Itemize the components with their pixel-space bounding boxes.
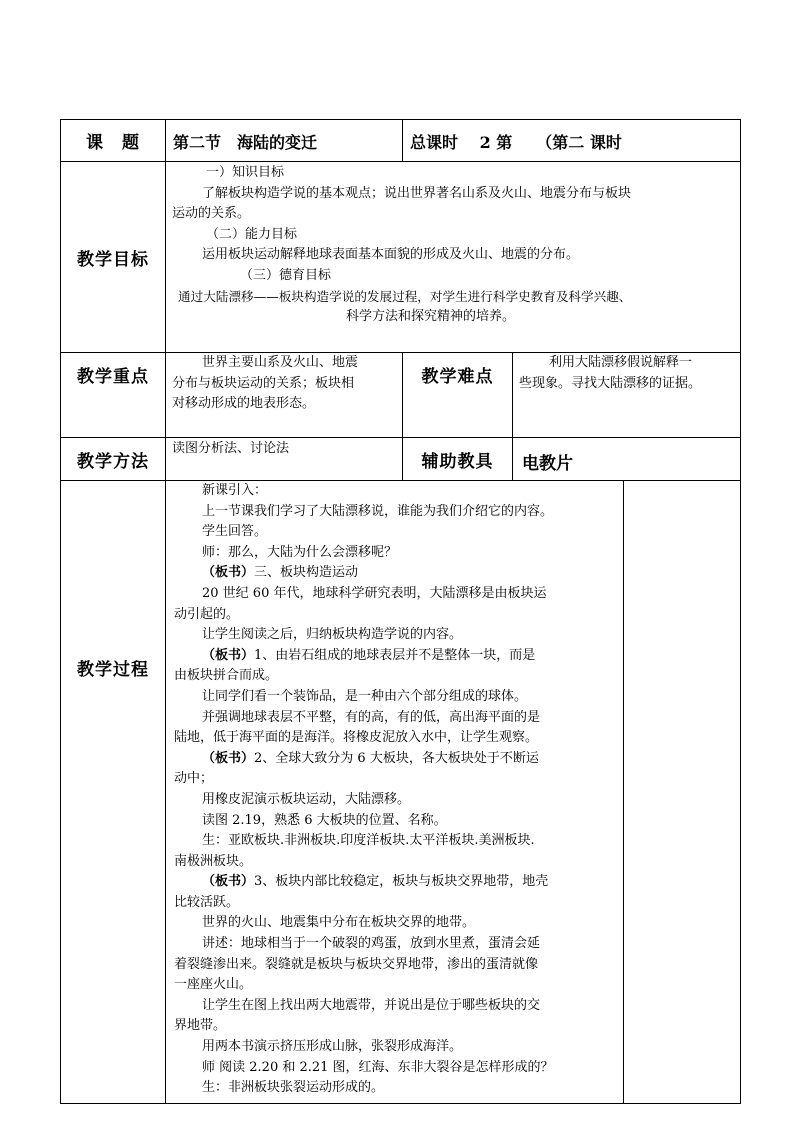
process-line-text: 1、由岩石组成的地球表层并不是整体一块，而是 bbox=[254, 647, 536, 663]
process-line-text: 让学生在图上找出两大地震带，并说出是位于哪些板块的交 bbox=[202, 997, 541, 1013]
process-line-text: 读图 2.19，熟悉 6 大板块的位置、名称。 bbox=[202, 812, 447, 828]
process-line-text: 世界的火山、地震集中分布在板块交界的地带。 bbox=[202, 915, 476, 931]
process-line bbox=[166, 522, 623, 543]
process-line-text: 并强调地球表层不平整，有的高，有的低，高出海平面的是 bbox=[202, 709, 541, 725]
process-line bbox=[166, 893, 623, 914]
board-note-tag: （板书） bbox=[202, 647, 255, 663]
process-line-text: 动中； bbox=[174, 771, 214, 787]
process-line-text: 三、板块构造运动 bbox=[254, 565, 359, 581]
process-line bbox=[166, 749, 623, 770]
process-line-text: 一座座火山。 bbox=[174, 977, 253, 993]
process-line bbox=[166, 666, 623, 687]
process-notes-divider bbox=[623, 480, 624, 1104]
process-line bbox=[166, 502, 623, 523]
process-line bbox=[166, 605, 623, 626]
method-label: 教学方法 bbox=[77, 451, 149, 472]
process-line-text: 南极洲板块。 bbox=[174, 853, 253, 869]
process-line bbox=[166, 687, 623, 708]
process-line bbox=[166, 934, 623, 955]
process-line-text: 上一节课我们学习了大陆漂移说，谁能为我们介绍它的内容。 bbox=[202, 503, 554, 519]
process-line bbox=[166, 811, 623, 832]
process-line bbox=[166, 543, 623, 564]
key-points-content bbox=[166, 353, 402, 415]
key-points-line: 对移动形成的地表形态。 bbox=[172, 396, 316, 412]
process-line-text: 让同学们看一个装饰品，是一种由六个部分组成的球体。 bbox=[202, 688, 528, 704]
process-line-text: 让学生阅读之后，归纳板块构造学说的内容。 bbox=[202, 627, 463, 643]
process-line bbox=[166, 728, 623, 749]
goals-line: 了解板块构造学说的基本观点；说出世界著名山系及火山、地震分布与板块 bbox=[202, 185, 632, 201]
board-note-tag: （板书） bbox=[202, 874, 255, 890]
process-line bbox=[166, 831, 623, 852]
process-line bbox=[166, 1078, 623, 1099]
aids-value: 电教片 bbox=[522, 454, 573, 474]
process-line-text: 用两本书演示挤压形成山脉，张裂形成海洋。 bbox=[202, 1039, 463, 1055]
goals-line: 一）知识目标 bbox=[206, 165, 285, 180]
process-line bbox=[166, 975, 623, 996]
goals-line: 通过大陆漂移——板块构造学说的发展过程，对学生进行科学史教育及科学兴趣、 bbox=[178, 288, 632, 304]
table-border-bottom bbox=[60, 1103, 741, 1104]
key-points-line: 分布与板块运动的关系；板块相 bbox=[172, 375, 355, 391]
process-line bbox=[166, 769, 623, 790]
process-label: 教学过程 bbox=[77, 659, 149, 680]
process-line bbox=[166, 955, 623, 976]
process-line bbox=[166, 852, 623, 873]
difficulty-content bbox=[513, 353, 740, 394]
subject-label: 课 题 bbox=[86, 133, 140, 153]
difficulty-line: 些现象。寻找大陆漂移的证据。 bbox=[519, 375, 702, 391]
process-line bbox=[166, 1058, 623, 1079]
process-line-text: 生：非洲板块张裂运动形成的。 bbox=[202, 1080, 385, 1096]
board-note-tag: （板书） bbox=[202, 565, 255, 581]
goals-line: 科学方法和探究精神的培养。 bbox=[346, 309, 516, 325]
process-line bbox=[166, 481, 623, 502]
process-line bbox=[166, 1016, 623, 1037]
process-line bbox=[166, 646, 623, 667]
process-line-text: 生：亚欧板块.非洲板块.印度洋板块.太平洋板块.美洲板块. bbox=[202, 833, 535, 849]
process-line-text: 讲述：地球相当于一个破裂的鸡蛋，放到水里煮，蛋清会延 bbox=[202, 936, 541, 952]
method-value: 读图分析法、讨论法 bbox=[172, 441, 290, 456]
process-line-text: 陆地，低于海平面的是海洋。将橡皮泥放入水中，让学生观察。 bbox=[174, 730, 539, 746]
process-line-text: 师 阅读 2.20 和 2.21 图，红海、东非大裂谷是怎样形成的？ bbox=[202, 1059, 554, 1075]
process-line bbox=[166, 872, 623, 893]
process-line-text: 学生回答。 bbox=[202, 524, 268, 540]
header-mid-divider bbox=[402, 119, 403, 162]
process-line-text: 比较活跃。 bbox=[174, 894, 240, 910]
process-line-text: 20 世纪 60 年代，地球科学研究表明，大陆漂移是由板块运 bbox=[202, 585, 547, 601]
process-line bbox=[166, 996, 623, 1017]
process-line-text: 由板块拼合而成。 bbox=[174, 668, 279, 684]
section-title: 第二节 海陆的变迁 bbox=[173, 133, 318, 152]
process-line-text: 3、板块内部比较稳定，板块与板块交界地带，地壳 bbox=[254, 874, 549, 890]
process-line bbox=[166, 563, 623, 584]
process-line-text: 动引起的。 bbox=[174, 606, 240, 622]
process-line bbox=[166, 708, 623, 729]
goals-content bbox=[166, 163, 740, 328]
process-content bbox=[166, 481, 623, 1099]
difficulty-line: 利用大陆漂移假说解释一 bbox=[549, 355, 693, 370]
table-border-right bbox=[740, 119, 741, 1104]
process-line-text: 师：那么，大陆为什么会漂移呢？ bbox=[202, 544, 398, 560]
total-hours: 总课时 2 第 （第二 课时 bbox=[410, 133, 622, 152]
process-line-text: 用橡皮泥演示板块运动，大陆漂移。 bbox=[202, 791, 411, 807]
goals-line: 运动的关系。 bbox=[172, 206, 251, 222]
board-note-tag: （板书） bbox=[202, 750, 255, 766]
process-line bbox=[166, 584, 623, 605]
goals-line: （二）能力目标 bbox=[206, 226, 298, 242]
goals-line: （三）德育目标 bbox=[240, 267, 332, 283]
process-line bbox=[166, 913, 623, 934]
goals-label: 教学目标 bbox=[77, 249, 149, 270]
aids-label: 辅助教具 bbox=[421, 451, 494, 472]
key-points-line: 世界主要山系及火山、地震 bbox=[202, 355, 359, 370]
difficulty-label: 教学难点 bbox=[421, 366, 494, 387]
process-line-text: 着裂缝渗出来。裂缝就是板块与板块交界地带，渗出的蛋清就像 bbox=[174, 956, 539, 972]
process-line bbox=[166, 1037, 623, 1058]
goals-line: 运用板块运动解释地球表面基本面貌的形成及火山、地震的分布。 bbox=[202, 247, 580, 263]
process-line-text: 界地带。 bbox=[174, 1018, 227, 1034]
process-line-text: 新课引入： bbox=[202, 483, 268, 498]
key-points-label: 教学重点 bbox=[77, 366, 149, 387]
process-line-text: 2、全球大致分为 6 大板块，各大板块处于不断运 bbox=[254, 750, 539, 766]
process-line bbox=[166, 790, 623, 811]
process-line bbox=[166, 625, 623, 646]
